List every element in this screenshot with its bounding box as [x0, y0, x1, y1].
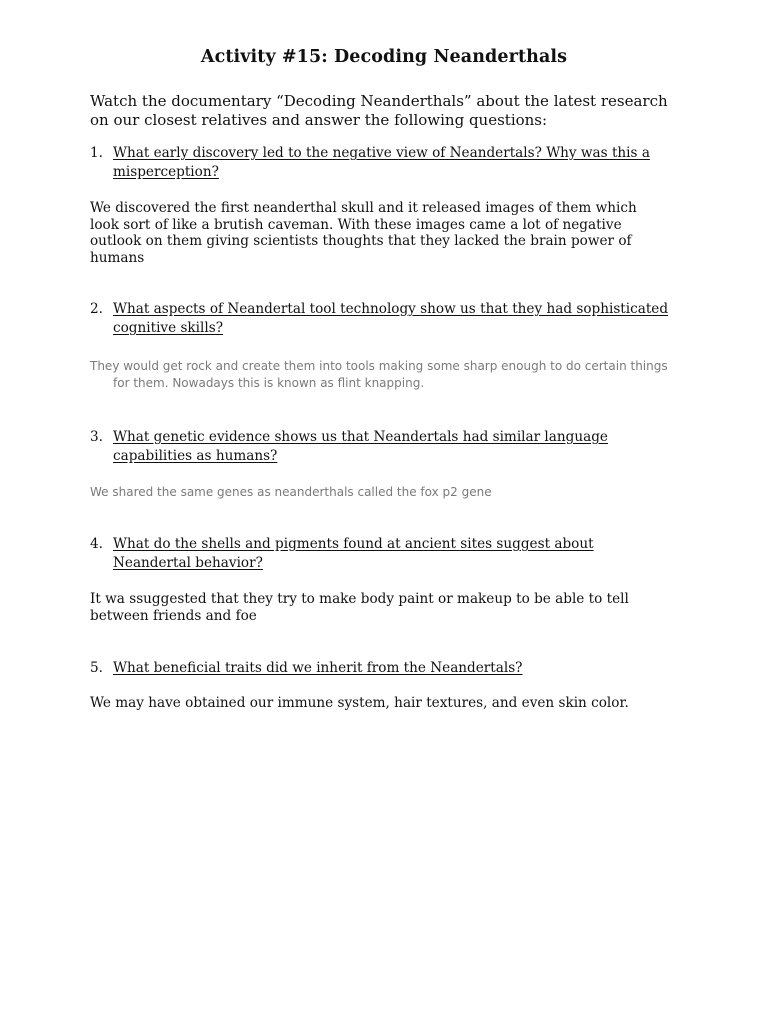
- answer-3: We shared the same genes as neanderthals called the fox p2 gene: [90, 485, 492, 499]
- question-text: What genetic evidence shows us that Neandertals had similar language capabilities as humans?: [113, 429, 608, 464]
- question-number: 1.: [90, 145, 103, 161]
- document-title: Activity #15: Decoding Neanderthals: [200, 47, 568, 67]
- answer-1: We discovered the first neanderthal skull and it released images of them which look sort of like a brutish caveman. With these images came a lot of negative outlook on them giving scientists thoughts that they lacked the brain power of humans: [90, 200, 637, 266]
- question-number: 4.: [90, 536, 103, 552]
- question-number: 2.: [90, 301, 103, 317]
- question-5: [90, 659, 690, 678]
- answer-5: We may have obtained our immune system, hair textures, and even skin color.: [90, 695, 629, 711]
- question-1: [90, 144, 690, 182]
- question-text: What aspects of Neandertal tool technology show us that they had sophisticated cognitive skills?: [113, 301, 669, 336]
- answer-4: It wa ssuggested that they try to make body paint or makeup to be able to tell between friends and foe: [90, 591, 629, 624]
- question-text: What do the shells and pigments found at ancient sites suggest about Neandertal behavior?: [113, 536, 594, 571]
- question-4: [90, 535, 690, 573]
- question-text: What early discovery led to the negative view of Neandertals? Why was this a misperception?: [113, 145, 650, 180]
- question-number: 3.: [90, 429, 103, 445]
- question-text: What beneficial traits did we inherit from the Neandertals?: [113, 660, 523, 676]
- answer-2: They would get rock and create them into tools making some sharp enough to do certain things for them. Nowadays this is known as flint knapping.: [90, 359, 668, 390]
- intro-paragraph: Watch the documentary “Decoding Neanderthals” about the latest research on our closest relatives and answer the following questions:: [90, 92, 668, 129]
- question-2: [90, 300, 690, 338]
- question-3: [90, 428, 690, 466]
- question-number: 5.: [90, 660, 103, 676]
